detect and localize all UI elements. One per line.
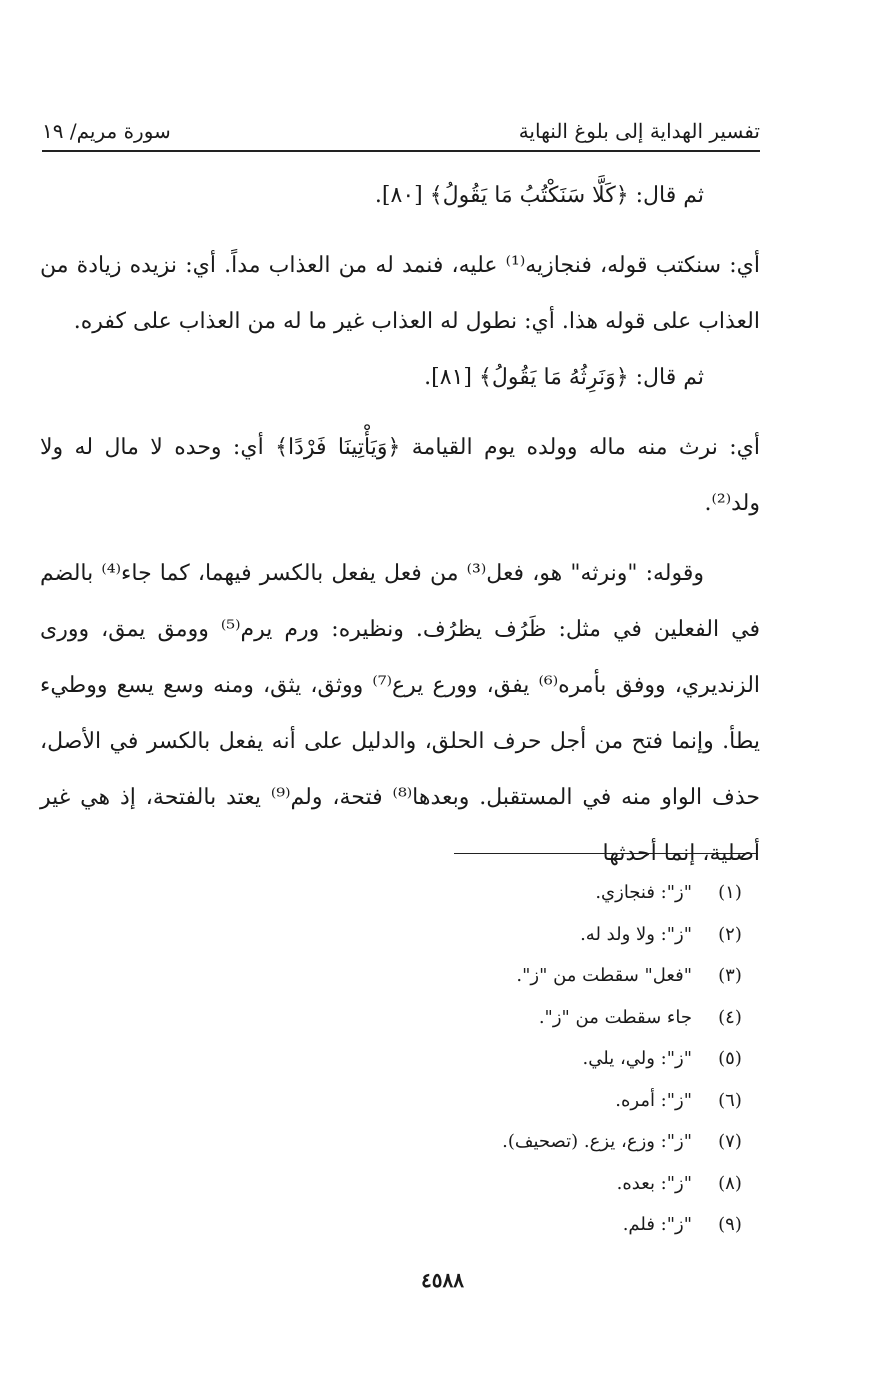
paragraph-4: أي: نرث منه ماله وولده يوم القيامة ﴿وَيَأْتِينَا فَرْدًا﴾ أي: وحده لا مال له ولا ولد⁽²⁾. xyxy=(40,435,760,516)
footnote-number: (٥) xyxy=(718,1048,742,1069)
footnote-number: (٦) xyxy=(718,1089,742,1111)
footnotes xyxy=(40,872,758,1246)
footnote-item xyxy=(40,872,758,914)
page-number: ٤٥٨٨ xyxy=(421,1268,464,1292)
footnote-item xyxy=(40,1121,758,1163)
footnote-item xyxy=(40,997,758,1039)
footnote-text: "ز": فنجازي. xyxy=(595,882,692,903)
paragraph-5: وقوله: "ونرثه" هو، فعل⁽³⁾ من فعل يفعل بالكسر فيهما، كما جاء⁽⁴⁾ بالضم في الفعلين في مثل: ظَرُف يظرُف. ونظيره: ورم يرم⁽⁵⁾ وومق يمق، وورى الزنديري، ووفق بأمره⁽⁶⁾ يفق، وورع يرع⁽⁷⁾ ووثق، يثق، ومنه وسع يسع ووطيء يطأ. وإنما فتح من أجل حرف الحلق، والدليل على أنه يفعل بالكسر في الأصل، حذف الواو منه في المستقبل. وبعدها⁽⁸⁾ فتحة، ولم⁽⁹⁾ يعتد بالفتحة، إذ هي غير أصلية، إنما أحدثها xyxy=(40,561,761,866)
paragraph-3: ثم قال: ﴿وَنَرِثُهُ مَا يَقُولُ﴾ [٨١]. xyxy=(424,365,704,390)
footnote-item xyxy=(40,1080,758,1122)
footnote-text: "ز": فلم. xyxy=(622,1214,692,1235)
footnote-number: (٣) xyxy=(718,965,742,986)
footnote-text: "فعل" سقطت من "ز". xyxy=(516,965,692,986)
footnote-rule xyxy=(454,853,758,854)
footnote-text: "ز": بعده. xyxy=(616,1172,692,1194)
footnote-number: (٧) xyxy=(718,1131,742,1152)
header-rule xyxy=(42,150,760,152)
footnote-item xyxy=(40,1204,758,1246)
footnote-text: جاء سقطت من "ز". xyxy=(538,1006,692,1028)
footnote-item xyxy=(40,1038,758,1080)
footnote-number: (٤) xyxy=(718,1006,742,1028)
footnote-text: "ز": ولي، يلي. xyxy=(582,1048,692,1069)
footnote-number: (٨) xyxy=(718,1172,742,1194)
footnote-text: "ز": ولا ولد له. xyxy=(580,923,692,945)
footnote-item xyxy=(40,955,758,997)
footnote-number: (٢) xyxy=(718,923,742,945)
footnote-text: "ز": وزع، يزع. (تصحيف). xyxy=(502,1131,692,1152)
running-header xyxy=(42,112,760,150)
footnote-number: (٩) xyxy=(718,1214,742,1235)
footnote-text: "ز": أمره. xyxy=(615,1089,692,1111)
footnote-item xyxy=(40,914,758,956)
main-text xyxy=(40,168,760,882)
paragraph-1: ثم قال: ﴿كَلَّا سَنَكْتُبُ مَا يَقُولُ﴾ [٨٠]. xyxy=(374,183,704,208)
surah-reference: سورة مريم/ ١٩ xyxy=(42,119,171,143)
footnote-item xyxy=(40,1163,758,1205)
paragraph-2: أي: سنكتب قوله، فنجازيه⁽¹⁾ عليه، فنمد له من العذاب مداً. أي: نزيده زيادة من العذاب على قوله هذا. أي: نطول له العذاب غير ما له من العذاب على كفره. xyxy=(40,253,760,334)
footnote-number: (١) xyxy=(718,882,742,903)
book-title: تفسير الهداية إلى بلوغ النهاية xyxy=(518,119,760,143)
